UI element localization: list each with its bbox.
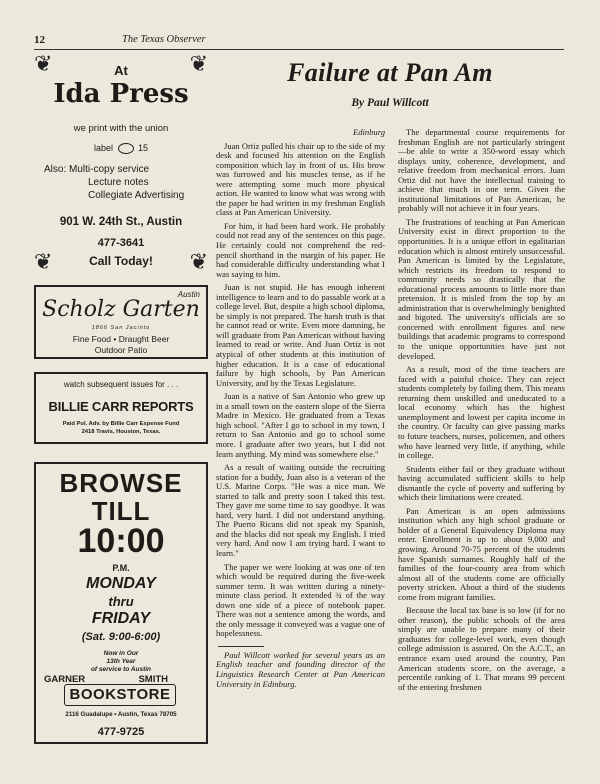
union-bug-icon xyxy=(118,143,134,154)
bookstore-phone: 477-9725 xyxy=(97,726,145,738)
paragraph: Juan is not stupid. He has enough inherent intelligence to learn and to do passable work at a college level. But, despite a high school diploma, he simply is not prepared. The harsh truth is that he cannot read or write. Even more damning, he will graduate from Pan American without having learned to read or write. And Juan Ortiz is not atypical of other students at this institution of higher education. It is a case of educational failure by high schools, by Pan American University, and by the Texas Legislature. xyxy=(216,282,385,388)
article-title: Failure at Pan Am xyxy=(287,58,493,87)
label-number: 15 xyxy=(138,143,149,153)
label-text: label xyxy=(93,143,113,153)
ad-billie-carr xyxy=(34,372,208,444)
ad-ida-name: Ida Press xyxy=(53,79,189,109)
friday-word: FRIDAY xyxy=(91,610,151,627)
article-byline: By Paul Willcott xyxy=(351,97,429,109)
header-rule xyxy=(34,49,564,50)
paragraph: Juan is a native of San Antonio who grew up in a small town on the eastern slope of the Sierra Madre in Mexico. He graduated from a Texas high school. "After I go to school in my town, I return to San Antonio and go to school some more. I graduate after two years, but I did not learn anything. My mind was somewhere else." xyxy=(216,391,385,459)
paragraph: As a result of waiting outside the recruiting station for a buddy, Juan also is a veteran of the U.S. Marine Corps. "He was a nice man. We started to talk and pretty soon I taked this test. They gave me some time to say goodbye. It was hard, very hard. I did not understand anything. The Puerto Ricans did not speak my Spanish, and the blacks did not speak my English. I tried very hard. And now I am trying hard. I want to learn." xyxy=(216,462,385,558)
ad-garner-smith xyxy=(34,462,208,744)
billie-fine-print xyxy=(36,421,206,436)
paragraph: Juan Ortiz pulled his chair up to the side of my desk and focused his attention on the English composition which lay in front of us. His brow was furrowed and his muscles tense, as if he were attempting some much more physical action. He wanted to know what was wrong with the paper he had written in my freshman English class at Pan American University. xyxy=(216,140,385,218)
ad-call-to-action: Call Today! xyxy=(89,254,153,268)
garner-word: GARNER xyxy=(44,674,86,685)
author-bio: Paul Willcott worked for several years as an English teacher and founding director of the Linguistics Research Center at Pan American University in Edinburg. xyxy=(216,649,385,689)
bio-divider xyxy=(218,646,264,647)
billie-fine-2: 2418 Travis, Houston, Texas. xyxy=(81,428,161,435)
monday-word: MONDAY xyxy=(86,575,156,592)
service-line: 13th Year xyxy=(106,658,136,665)
saturday-hours: (Sat. 9:00-6:00) xyxy=(81,631,161,643)
billie-fine-1: Paid Pol. Adv. by Billie Carr Expense Fund xyxy=(62,421,180,427)
ad-at: At xyxy=(114,63,128,78)
paragraph: Students either fail or they graduate without having accumulated sufficient skills to help dismantle the cycle of poverty and suffering by which their limitations were created. xyxy=(398,463,565,503)
paragraph: As a result, most of the time teachers are faced with a painful choice. They can reject students completely by failing them. This means returning them unskilled and uneducated to a local economy which has the highest unemployment and lowest per capita income in the country. Or faculty can give passing marks to future teachers, nurses, policemen, and others who have learned very little, if anything, while in college. xyxy=(398,364,565,461)
till-word: TILL xyxy=(91,496,151,526)
paragraph: The frustrations of teaching at Pan American University exist in direct proportion to the opportunities. It is a unique effort in egalitarian education which is almost entirely unsuccessful. Pan American is limited by the Legislature, which restricts its freedom to respond to community needs so drastically that the educational process amounts to little more than pretension. It is misled from the top by an administration that is overwhelmingly benighted and bigoted. The university's officials are so concerned with enrollment figures and new buildings that academic programs to correspond to the unique opportunities have just not developed. xyxy=(398,216,565,361)
corner-ornament-icon: ❦ xyxy=(34,51,53,76)
smith-word: SMITH xyxy=(138,674,168,685)
article-dateline: Edinburg xyxy=(353,127,385,137)
article-column-1 xyxy=(216,128,385,693)
service-line: Now in Our xyxy=(103,650,139,657)
corner-ornament-icon: ❦ xyxy=(189,249,208,274)
service-item: Also: Multi-copy service xyxy=(44,164,150,175)
paragraph: For him, it had been hard work. He probably could not read any of the sentences on this page. He certainly could not comprehend the red-pencil shorthand in the margin of his paper. He had considerable difficulty understanding what I was saying to him. xyxy=(216,220,385,279)
article-column-2 xyxy=(398,128,565,768)
ad-scholz-garten xyxy=(34,285,208,359)
ad-union-line: we print with the union xyxy=(73,123,169,134)
service-line: of service to Austin xyxy=(90,666,152,673)
thru-word: thru xyxy=(108,594,134,609)
ad-city: Austin xyxy=(177,290,200,299)
service-item: Collegiate Advertising xyxy=(88,190,185,201)
running-head: The Texas Observer xyxy=(122,34,206,45)
service-item: Lecture notes xyxy=(88,177,149,188)
billie-name: BILLIE CARR REPORTS xyxy=(48,399,194,414)
scholz-logo: Scholz Garten xyxy=(42,297,200,322)
scholz-line-1: Fine Food • Draught Beer xyxy=(72,334,170,344)
service-years xyxy=(36,650,206,674)
scholz-sub: 1866 San Jacinto xyxy=(91,325,151,331)
ad-phone: 477-3641 xyxy=(97,237,145,249)
corner-ornament-icon: ❦ xyxy=(34,249,53,274)
ad-union-label xyxy=(34,143,208,154)
ad-ida-press xyxy=(34,51,208,277)
ad-services xyxy=(44,163,184,202)
ad-address: 901 W. 24th St., Austin xyxy=(59,216,183,228)
paragraph: The paper we were looking at was one of ten which would be required during the five-week summer term. It was written during a ninety-minute class period. It extended ¾ of the way down one side of a piece of notebook paper. There was not a sentence among the words, and the only message it conveyed was a vague one of hopelessness. xyxy=(216,561,385,639)
scholz-line-2: Outdoor Patio xyxy=(94,345,148,355)
pm-word: P.M. xyxy=(112,563,130,573)
billie-watch: watch subsequent issues for . . . xyxy=(63,380,179,389)
page-number: 12 xyxy=(34,34,45,46)
bookstore-logo: BOOKSTORE xyxy=(64,684,176,706)
close-time: 10:00 xyxy=(77,522,165,560)
browse-word: BROWSE xyxy=(59,468,183,498)
paragraph: Because the local tax base is so low (if for no other reason), the public schools of the area simply are unable to prepare many of their graduates for college-level work, even though college admission is assured. On the A.C.T., an entrance exam used around the country, Pan American students score, on the average, a percentile ranking of 1. That means 99 percent of the entering freshmen xyxy=(398,605,565,692)
paragraph: The departmental course requirements for freshman English are not particularly stringent—be able to write a 350-word essay which displays unity, coherence, development, and relative freedom from mechanical errors. Juan Ortiz did not have the intellectual training to achieve that much in one term. Given the institutional limitations of Pan American, he probably will not achieve it in four years. xyxy=(398,128,565,214)
corner-ornament-icon: ❦ xyxy=(189,51,208,76)
paragraph: Pan American is an open admissions institution which any high school graduate or holder of a General Equivalency Diploma may enter. Enrollment is up to about 9,000 and growing. Around 70-75 percent of the students have Spanish surnames. Roughly half of the families of the four-county area from which almost all of the students come are officially poverty stricken. About a third of the students come from migrant families. xyxy=(398,505,565,602)
bookstore-address: 2116 Guadalupe • Austin, Texas 78705 xyxy=(65,711,177,718)
